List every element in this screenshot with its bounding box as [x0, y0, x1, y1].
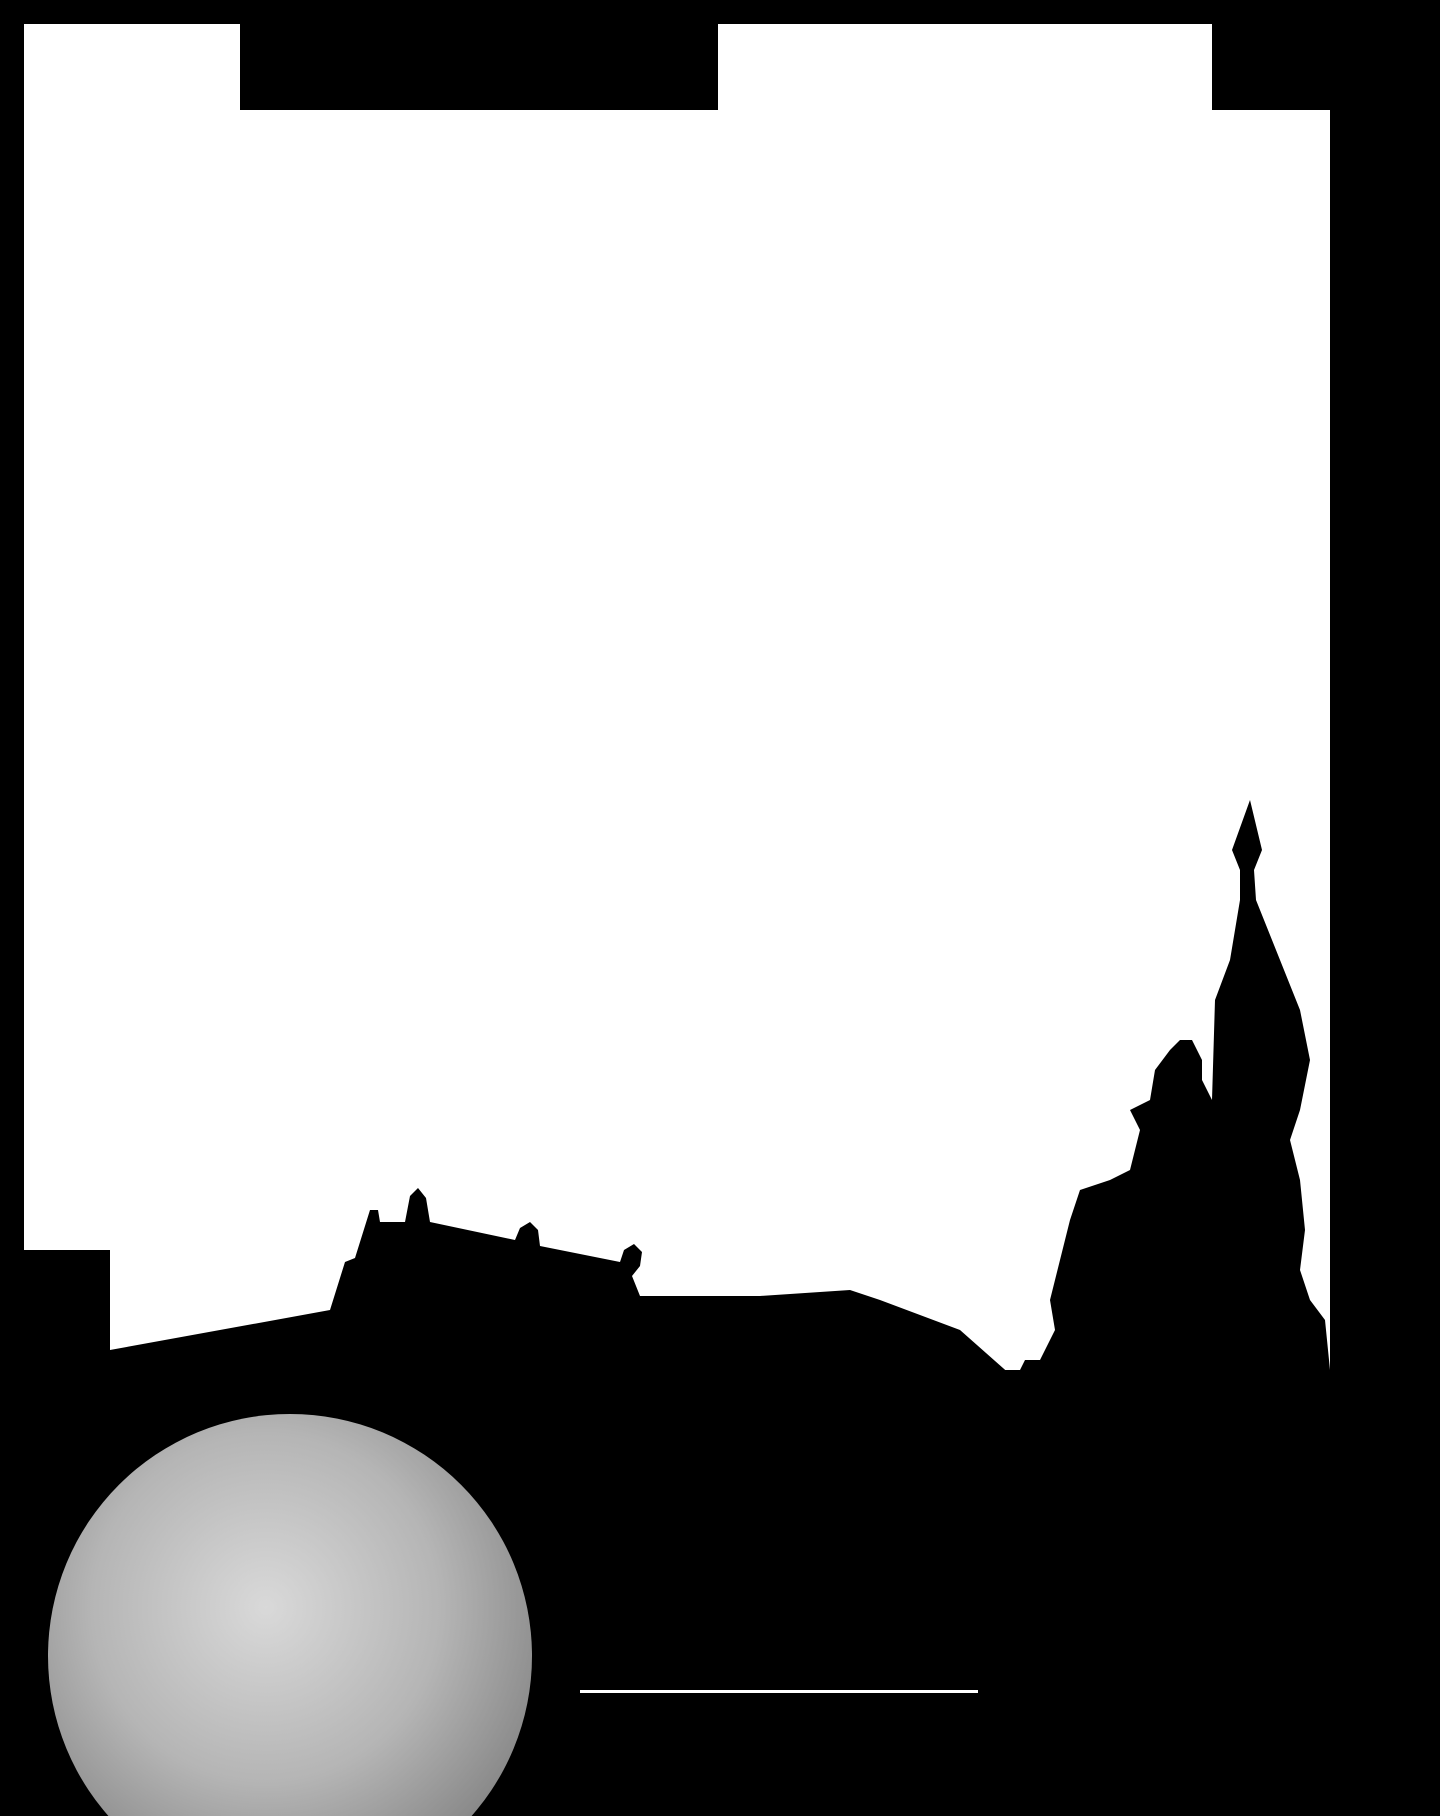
event-sheet	[24, 24, 1330, 1354]
edition-divider	[580, 1690, 978, 1693]
